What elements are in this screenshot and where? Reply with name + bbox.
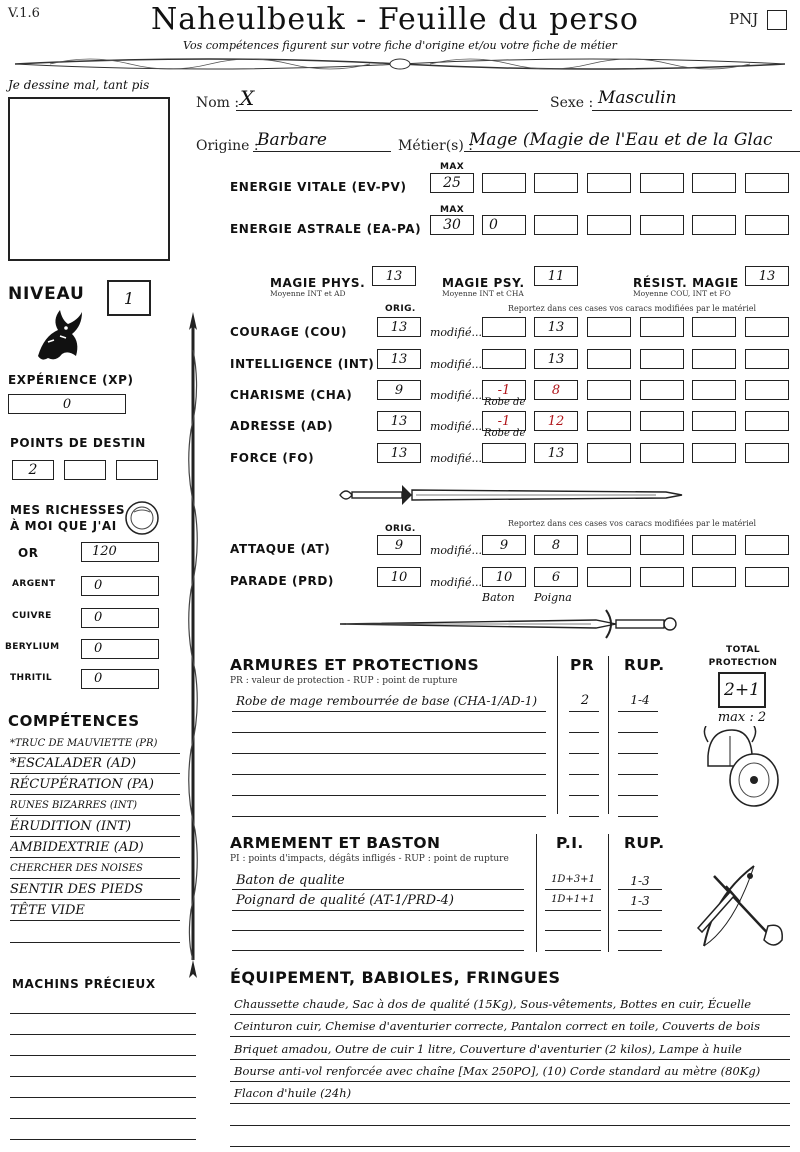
wealth-label: OR: [18, 546, 39, 560]
destin-box[interactable]: [64, 460, 106, 480]
sword-icon: [336, 606, 686, 642]
combat-label: PARADE (PRD): [230, 574, 335, 588]
ev-max-label: MAX: [440, 162, 465, 172]
niveau-box[interactable]: 1: [107, 280, 151, 316]
combat-col1-caption: Baton: [482, 591, 515, 604]
combat-v2-box[interactable]: 6: [534, 567, 578, 587]
resist-magie-label: RÉSIST. MAGIE: [633, 276, 739, 290]
ea-max-box[interactable]: 30: [430, 215, 474, 235]
skills-title: COMPÉTENCES: [8, 712, 140, 730]
armor-rup[interactable]: 1-4: [630, 693, 650, 707]
stat-extra-box[interactable]: [587, 317, 631, 337]
wealth-label: CUIVRE: [12, 611, 52, 621]
armor-name[interactable]: Robe de mage rembourrée de base (CHA-1/AD-1): [236, 694, 538, 708]
nom-label: Nom :: [196, 95, 240, 111]
wealth-label: BERYLIUM: [5, 642, 60, 652]
ea-box[interactable]: [692, 215, 736, 235]
sexe-label: Sexe :: [550, 95, 594, 111]
sword-icon: [336, 477, 686, 513]
stat-extra-box[interactable]: [640, 349, 684, 369]
stat-extra-box[interactable]: [692, 317, 736, 337]
modifie-label: modifié...: [430, 389, 482, 402]
stat-extra-box[interactable]: [587, 443, 631, 463]
ea-box[interactable]: [640, 215, 684, 235]
skill-item[interactable]: ÉRUDITION (INT): [10, 817, 180, 837]
stat-extra-box[interactable]: [640, 380, 684, 400]
stat-extra-box[interactable]: [745, 443, 789, 463]
stat-label: CHARISME (CHA): [230, 388, 353, 402]
armor-rup-label: RUP.: [624, 656, 665, 674]
weapons-rup-label: RUP.: [624, 834, 665, 852]
wealth-title-2: À MOI QUE J'AI: [10, 519, 117, 533]
ev-box[interactable]: [692, 173, 736, 193]
combat-extra-box[interactable]: [640, 535, 684, 555]
skill-item[interactable]: CHERCHER DES NOISES: [10, 859, 180, 879]
equipment-title: ÉQUIPEMENT, BABIOLES, FRINGUES: [230, 968, 561, 987]
xp-label: EXPÉRIENCE (XP): [8, 373, 134, 387]
destin-label: POINTS DE DESTIN: [10, 436, 146, 450]
portrait-box[interactable]: [8, 97, 170, 261]
stat-mod-box[interactable]: -1: [482, 411, 526, 431]
origine-label: Origine :: [196, 138, 259, 154]
ev-box[interactable]: [745, 173, 789, 193]
combat-extra-box[interactable]: [745, 535, 789, 555]
modifie-label: modifié...: [430, 452, 482, 465]
stat-label: INTELLIGENCE (INT): [230, 357, 375, 371]
ea-box[interactable]: [534, 215, 578, 235]
ev-box[interactable]: [534, 173, 578, 193]
stat-extra-box[interactable]: [692, 411, 736, 431]
pnj-label: PNJ: [729, 10, 759, 28]
modifie-label: modifié...: [430, 326, 482, 339]
stat-extra-box[interactable]: [745, 411, 789, 431]
stat-extra-box[interactable]: [640, 317, 684, 337]
armor-pr[interactable]: 2: [580, 693, 590, 708]
coin-icon: [124, 500, 160, 536]
portrait-caption: Je dessine mal, tant pis: [8, 78, 150, 92]
combat-orig-box[interactable]: 9: [377, 535, 421, 555]
stat-extra-box[interactable]: [692, 349, 736, 369]
skill-item[interactable]: *ESCALADER (AD): [10, 754, 180, 774]
thritil-box[interactable]: 0: [81, 669, 159, 689]
skill-item[interactable]: *TRUC DE MAUVIETTE (PR): [10, 734, 180, 754]
stat-extra-box[interactable]: [587, 349, 631, 369]
magie-psy-label: MAGIE PSY.: [442, 276, 525, 290]
stat-mod-box[interactable]: [482, 317, 526, 337]
combat-extra-box[interactable]: [745, 567, 789, 587]
ea-current-box[interactable]: 0: [482, 215, 526, 235]
ev-box[interactable]: [640, 173, 684, 193]
destin-box[interactable]: 2: [12, 460, 54, 480]
header-ornament-icon: [10, 50, 790, 76]
wealth-label: THRITIL: [10, 673, 52, 683]
magie-phys-note: Moyenne INT et AD: [270, 289, 346, 298]
stat-final-box[interactable]: 8: [534, 380, 578, 400]
stat-label: COURAGE (COU): [230, 325, 348, 339]
equipment-line[interactable]: Ceinturon cuir, Chemise d'aventurier correcte, Pantalon correct en toile, Couverts de bois: [234, 1019, 761, 1033]
modifie-label: modifié...: [430, 576, 482, 589]
combat-extra-box[interactable]: [692, 567, 736, 587]
combat-note: Reportez dans ces cases vos caracs modifiées par le matériel: [508, 519, 757, 528]
wealth-title-1: MES RICHESSES: [10, 503, 126, 517]
stat-extra-box[interactable]: [640, 411, 684, 431]
wealth-label: ARGENT: [12, 579, 56, 589]
stat-extra-box[interactable]: [745, 380, 789, 400]
total-label-2: PROTECTION: [708, 658, 778, 668]
magie-phys-label: MAGIE PHYS.: [270, 276, 366, 290]
page-title: Naheulbeuk - Feuille du perso: [151, 2, 639, 37]
stat-extra-box[interactable]: [587, 411, 631, 431]
origine-value[interactable]: Barbare: [257, 130, 327, 150]
weapons-cluster-icon: [694, 856, 790, 954]
or-box[interactable]: 120: [81, 542, 159, 562]
orig-label: ORIG.: [385, 304, 416, 314]
stat-final-box[interactable]: 13: [534, 317, 578, 337]
stat-mod-note: Robe de: [484, 397, 526, 408]
armor-pr-label: PR: [570, 656, 595, 674]
combat-extra-box[interactable]: [640, 567, 684, 587]
equipment-line[interactable]: Chaussette chaude, Sac à dos de qualité (15Kg), Sous-vêtements, Bottes en cuir, Écuelle: [234, 997, 752, 1011]
stat-mod-box[interactable]: -1: [482, 380, 526, 400]
stat-orig-box[interactable]: 13: [377, 411, 421, 431]
magie-phys-box[interactable]: 13: [372, 266, 416, 286]
modifie-label: modifié...: [430, 420, 482, 433]
stat-extra-box[interactable]: [587, 380, 631, 400]
combat-orig-label: ORIG.: [385, 524, 416, 534]
combat-col2-caption: Poigna: [534, 591, 572, 604]
ev-label: ENERGIE VITALE (EV-PV): [230, 180, 407, 194]
modifie-label: modifié...: [430, 358, 482, 371]
resist-magie-note: Moyenne COU, INT et FO: [633, 289, 731, 298]
cuivre-box[interactable]: 0: [81, 608, 159, 628]
skill-item[interactable]: SENTIR DES PIEDS: [10, 880, 180, 900]
sexe-value[interactable]: Masculin: [598, 88, 677, 108]
berylium-box[interactable]: 0: [81, 639, 159, 659]
equipment-line[interactable]: Briquet amadou, Outre de cuir 1 litre, Couverture d'aventurier (2 kilos), Lampe à huile: [234, 1042, 742, 1056]
version-label: V.1.6: [8, 6, 40, 21]
metier-value[interactable]: Mage (Magie de l'Eau et de la Glac: [469, 130, 773, 150]
skill-item[interactable]: RUNES BIZARRES (INT): [10, 796, 180, 816]
weapons-pi-label: P.I.: [556, 834, 584, 852]
weapon-name[interactable]: Baton de qualite: [236, 873, 345, 888]
stat-mod-box[interactable]: [482, 349, 526, 369]
precious-title: MACHINS PRÉCIEUX: [12, 977, 156, 991]
staff-icon: [183, 310, 203, 980]
stat-orig-box[interactable]: 9: [377, 380, 421, 400]
niveau-label: NIVEAU: [8, 284, 85, 304]
weapon-pi[interactable]: 1D+3+1: [551, 874, 595, 885]
ev-box[interactable]: [587, 173, 631, 193]
equipment-line[interactable]: Bourse anti-vol renforcée avec chaîne [Max 250PO], (10) Corde standard au mètre (80Kg): [234, 1064, 761, 1078]
stat-final-box[interactable]: 12: [534, 411, 578, 431]
combat-extra-box[interactable]: [587, 567, 631, 587]
stat-orig-box[interactable]: 13: [377, 317, 421, 337]
ev-box[interactable]: [482, 173, 526, 193]
stat-extra-box[interactable]: [745, 317, 789, 337]
weapons-note: PI : points d'impacts, dégâts infligés - RUP : point de rupture: [230, 854, 509, 864]
armor-title: ARMURES ET PROTECTIONS: [230, 656, 480, 674]
stat-extra-box[interactable]: [692, 380, 736, 400]
stat-final-box[interactable]: 13: [534, 349, 578, 369]
combat-v1-box[interactable]: 9: [482, 535, 526, 555]
helmet-shield-icon: [702, 726, 782, 810]
modifie-label: modifié...: [430, 544, 482, 557]
ea-box[interactable]: [745, 215, 789, 235]
combat-v2-box[interactable]: 8: [534, 535, 578, 555]
ea-label: ENERGIE ASTRALE (EA-PA): [230, 222, 422, 236]
ea-max-label: MAX: [440, 205, 465, 215]
page-subtitle: Vos compétences figurent sur votre fiche d'origine et/ou votre fiche de métier: [183, 39, 617, 52]
stat-extra-box[interactable]: [745, 349, 789, 369]
weapon-name[interactable]: Poignard de qualité (AT-1/PRD-4): [236, 893, 454, 908]
stat-final-box[interactable]: 13: [534, 443, 578, 463]
max-protection: max : 2: [717, 710, 767, 725]
magie-psy-box[interactable]: 11: [534, 266, 578, 286]
stat-extra-box[interactable]: [640, 443, 684, 463]
stat-extra-box[interactable]: [692, 443, 736, 463]
metier-label: Métier(s) :: [398, 138, 473, 154]
weapon-pi[interactable]: 1D+1+1: [551, 894, 595, 905]
destin-box[interactable]: [116, 460, 158, 480]
stat-label: FORCE (FO): [230, 451, 315, 465]
dragon-icon: [30, 306, 86, 364]
total-label-1: TOTAL: [726, 645, 760, 655]
weapon-rup[interactable]: 1-3: [630, 874, 650, 888]
armor-note: PR : valeur de protection - RUP : point de rupture: [230, 676, 458, 686]
skill-item[interactable]: AMBIDEXTRIE (AD): [10, 838, 180, 858]
equipment-line[interactable]: Flacon d'huile (24h): [234, 1086, 352, 1100]
stats-note: Reportez dans ces cases vos caracs modifiées par le matériel: [508, 304, 757, 313]
combat-orig-box[interactable]: 10: [377, 567, 421, 587]
nom-value[interactable]: X: [240, 86, 255, 110]
stat-orig-box[interactable]: 13: [377, 443, 421, 463]
combat-extra-box[interactable]: [587, 535, 631, 555]
weapons-title: ARMEMENT ET BASTON: [230, 834, 441, 852]
stat-mod-box[interactable]: [482, 443, 526, 463]
stat-orig-box[interactable]: 13: [377, 349, 421, 369]
magie-psy-note: Moyenne INT et CHA: [442, 289, 524, 298]
combat-label: ATTAQUE (AT): [230, 542, 331, 556]
argent-box[interactable]: 0: [81, 576, 159, 596]
weapon-rup[interactable]: 1-3: [630, 894, 650, 908]
xp-box[interactable]: 0: [8, 394, 126, 414]
stat-mod-note: Robe de: [484, 428, 526, 439]
combat-v1-box[interactable]: 10: [482, 567, 526, 587]
ea-box[interactable]: [587, 215, 631, 235]
pnj-checkbox[interactable]: [767, 10, 787, 30]
skill-item[interactable]: RÉCUPÉRATION (PA): [10, 775, 180, 795]
combat-extra-box[interactable]: [692, 535, 736, 555]
ev-max-box[interactable]: 25: [430, 173, 474, 193]
total-protection-box[interactable]: 2+1: [718, 672, 766, 708]
skill-item[interactable]: TÊTE VIDE: [10, 901, 180, 921]
resist-magie-box[interactable]: 13: [745, 266, 789, 286]
stat-label: ADRESSE (AD): [230, 419, 334, 433]
